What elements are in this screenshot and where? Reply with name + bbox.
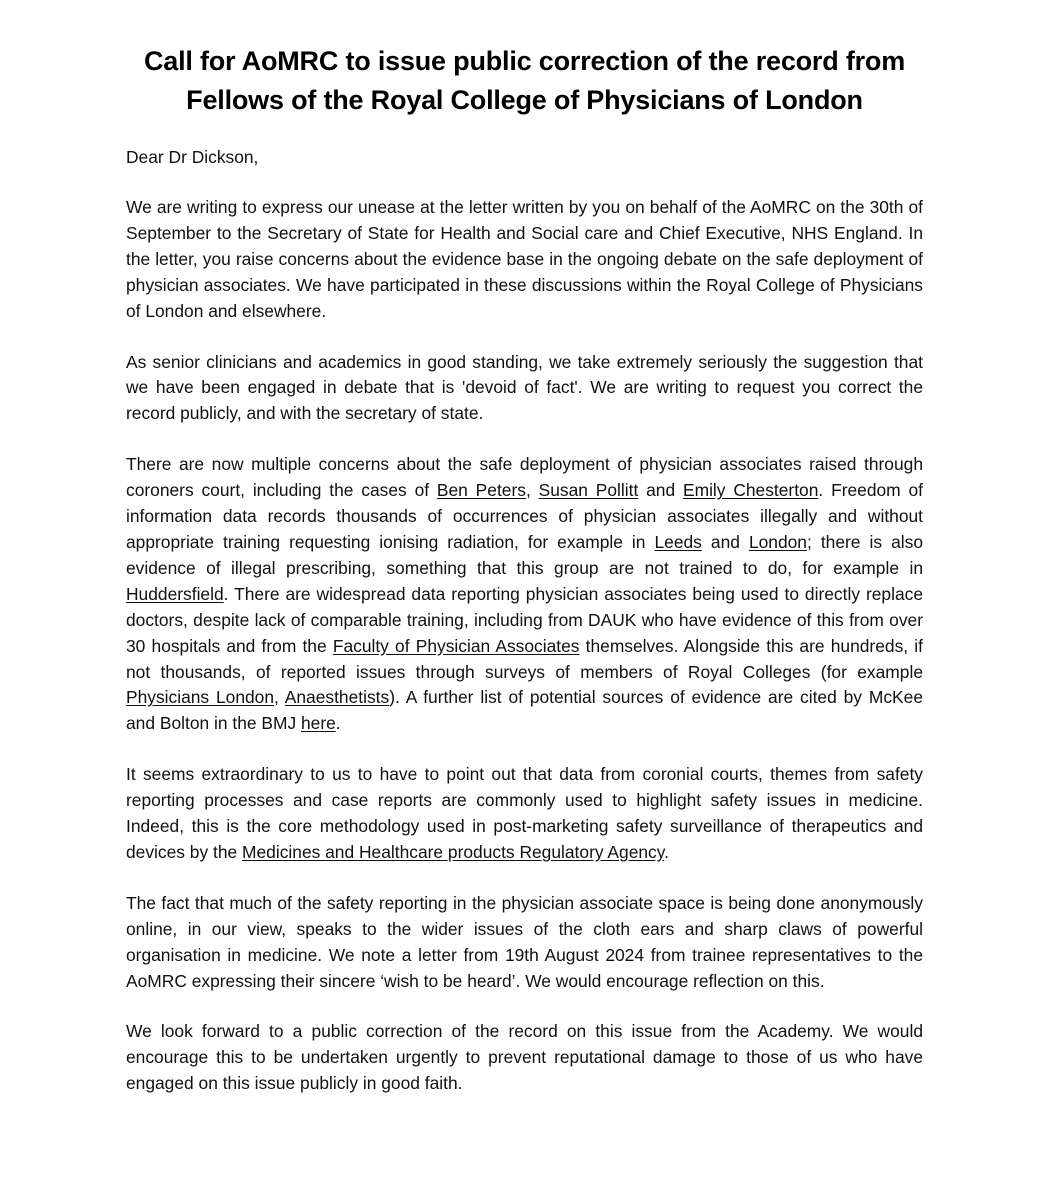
paragraph-3-text-11: . [335,713,341,734]
paragraph-3-text-6: ; there is also evidence of illegal prescribing, something that this group are not trained to do, for example in [126,531,923,578]
link-anaesthetists[interactable]: Anaesthetists [284,687,390,708]
paragraph-3-text-4: . Freedom of information data records thousands of occurrences of physician associates illegally and without appropriate training requesting ionising radiation, for example in [126,480,923,552]
link-susan-pollitt[interactable]: Susan Pollitt [538,480,639,501]
link-leeds[interactable]: Leeds [654,531,702,552]
paragraph-3-text-8: themselves. Alongside this are hundreds, if not thousands, of reported issues through surveys of members of Royal Colleges (for example [126,635,923,682]
link-faculty-of-physician-associates[interactable]: Faculty of Physician Associates [332,635,580,656]
link-here[interactable]: here [300,713,336,734]
paragraph-3-text-2: , [525,480,539,501]
letter-title [126,42,923,120]
paragraph-4-text-1: It seems extraordinary to us to have to point out that data from coronial courts, themes from safety reporting processes and case reports are commonly used to highlight safety issues in medicine. Indeed, this is the core methodology used in post-marketing safety surveillance of therapeutics and devices by the [126,764,923,862]
link-london[interactable]: London [748,531,807,552]
paragraph-2: As senior clinicians and academics in good standing, we take extremely seriously the suggestion that we have been engaged in debate that is 'devoid of fact'. We are writing to request you correct the record publicly, and with the secretary of state. [126,351,923,424]
link-huddersfield[interactable]: Huddersfield [126,583,224,604]
letter-title-line-1: Call for AoMRC to issue public correction of the record from [143,46,906,76]
paragraph-3-text-7: . There are widespread data reporting physician associates being used to directly replace doctors, despite lack of comparable training, including from DAUK who have evidence of this from over 30 hospitals and from the [126,583,923,656]
paragraph-4-text-2: . [664,841,669,862]
link-ben-peters[interactable]: Ben Peters [436,480,526,501]
paragraph-6: We look forward to a public correction of the record on this issue from the Academy. We would encourage this to be undertaken urgently to prevent reputational damage to those of us who have engaged on this issue publicly in good faith. [126,1021,923,1094]
letter-title-line-2: Fellows of the Royal College of Physicians of London [186,85,863,115]
paragraph-3 [126,452,923,737]
paragraph-4 [126,762,923,866]
paragraph-1: We are writing to express our unease at the letter written by you on behalf of the AoMRC on the 30th of September to the Secretary of State for Health and Social care and Chief Executive, NHS England. In the letter, you raise concerns about the evidence base in the ongoing debate on the safe deployment of physician associates. We have participated in these discussions within the Royal College of Physicians of London and elsewhere. [126,197,923,321]
paragraph-3-text-1: There are now multiple concerns about the safe deployment of physician associates raised through coroners court, including the cases of [126,454,923,501]
link-physicians-london[interactable]: Physicians London [126,687,275,708]
paragraph-3-text-9: , [274,687,285,708]
paragraph-5: The fact that much of the safety reporting in the physician associate space is being done anonymously online, in our view, speaks to the wider issues of the cloth ears and sharp claws of powerful organisation in medicine. We note a letter from 19th August 2024 from trainee representatives to the AoMRC expressing their sincere ‘wish to be heard’. We would encourage reflection on this. [126,892,923,991]
link-mhra[interactable]: Medicines and Healthcare products Regulatory Agency [242,841,665,862]
salutation: Dear Dr Dickson, [126,147,259,167]
paragraph-3-text-5: and [701,531,749,552]
paragraph-3-text-3: and [638,480,683,501]
paragraph-3-text-10: ). A further list of potential sources of evidence are cited by McKee and Bolton in the BMJ [126,687,923,734]
link-emily-chesterton[interactable]: Emily Chesterton [682,480,819,501]
